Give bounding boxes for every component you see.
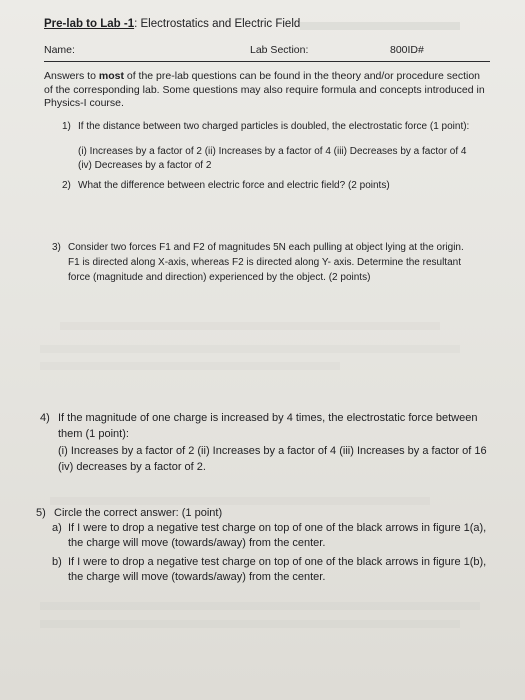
intro-line xyxy=(44,70,496,84)
question-5 xyxy=(36,505,510,521)
question-text: What the difference between electric force and electric field? (2 points) xyxy=(78,180,390,191)
sub-question-label: a) xyxy=(52,522,62,534)
intro-paragraph xyxy=(44,70,496,111)
question-number: 4) xyxy=(40,412,50,424)
question-number: 5) xyxy=(36,507,46,519)
bleed-through-texture xyxy=(60,322,440,330)
answer-options: (i) Increases by a factor of 2 (ii) Increases by a factor of 4 (iii) Increases by a factor of 16 xyxy=(58,445,487,457)
bleed-through-texture xyxy=(50,497,430,505)
question-3 xyxy=(52,241,507,289)
intro-line: of the corresponding lab. Some questions may also require formula and concepts introduced in xyxy=(44,83,485,96)
title-rest: : Electrostatics and Electric Field xyxy=(134,18,301,30)
student-info-bar xyxy=(44,44,490,62)
question-text: Circle the correct answer: (1 point) xyxy=(54,507,223,519)
question-number: 1) xyxy=(62,121,71,132)
sub-question-text: the charge will move (towards/away) from the center. xyxy=(68,537,326,549)
sub-question-text: If I were to drop a negative test charge on top of one of the black arrows in figure 1(b), xyxy=(68,556,487,568)
intro-emphasis: most xyxy=(98,70,124,82)
question-number: 3) xyxy=(52,242,61,253)
question-4 xyxy=(40,410,510,480)
bleed-through-texture xyxy=(300,22,460,30)
question-text: If the distance between two charged particles is doubled, the electrostatic force (1 point): xyxy=(78,121,470,132)
question-1 xyxy=(62,120,502,176)
id-label: 800ID# xyxy=(390,44,424,56)
name-label: Name: xyxy=(44,44,75,56)
question-5b xyxy=(52,555,512,587)
intro-line: Physics-I course. xyxy=(44,97,124,109)
lab-section-label: Lab Section: xyxy=(250,44,309,56)
question-text: F1 is directed along X-axis, whereas F2 is directed along Y- axis. Determine the resultant xyxy=(68,257,461,268)
sub-question-text: If I were to drop a negative test charge on top of one of the black arrows in figure 1(a), xyxy=(68,522,487,534)
question-text: Consider two forces F1 and F2 of magnitudes 5N each pulling at object lying at the origin. xyxy=(68,242,464,253)
question-number: 2) xyxy=(62,180,71,191)
page-title xyxy=(44,18,300,30)
question-2 xyxy=(62,179,502,195)
bleed-through-texture xyxy=(40,602,480,610)
question-text: them (1 point): xyxy=(58,428,129,440)
question-text: force (magnitude and direction) experienced by the object. (2 points) xyxy=(68,272,371,283)
answer-options: (iv) Decreases by a factor of 2 xyxy=(78,160,212,171)
question-text: If the magnitude of one charge is increased by 4 times, the electrostatic force between xyxy=(58,412,478,424)
bleed-through-texture xyxy=(40,362,340,370)
intro-text: of the pre-lab questions can be found in the theory and/or procedure section xyxy=(123,70,481,82)
bleed-through-texture xyxy=(40,620,460,628)
title-prefix: Pre-lab to Lab -1 xyxy=(44,18,135,30)
bleed-through-texture xyxy=(40,345,460,353)
sub-question-label: b) xyxy=(52,556,62,568)
answer-options: (i) Increases by a factor of 2 (ii) Increases by a factor of 4 (iii) Decreases by a factor of 4 xyxy=(78,146,467,157)
question-5a xyxy=(52,521,512,553)
answer-options: (iv) decreases by a factor of 2. xyxy=(58,461,206,473)
sub-question-text: the charge will move (towards/away) from the center. xyxy=(68,571,326,583)
intro-text: Answers to xyxy=(44,70,99,82)
